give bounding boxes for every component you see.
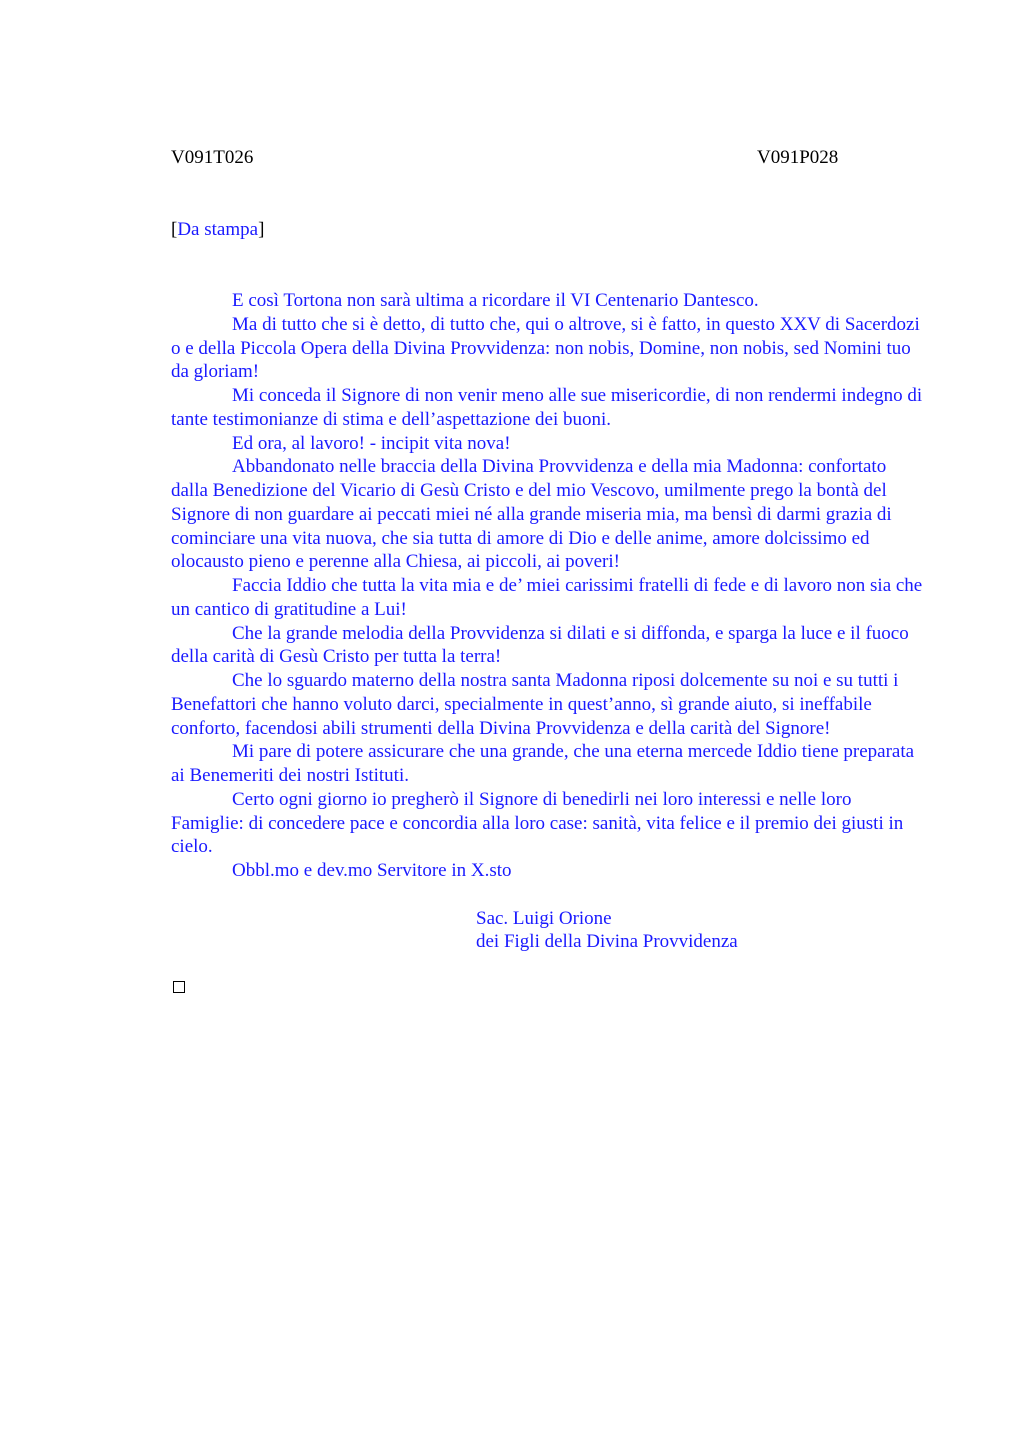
document-code-right: V091P028	[757, 147, 839, 168]
closing-salutation: Obbl.mo e dev.mo Servitore in X.sto	[232, 860, 512, 881]
source-note-close-bracket: ]	[258, 219, 265, 240]
source-note-open-bracket: [	[171, 219, 178, 240]
paragraph: Mi pare di potere assicurare che una grande, che una eterna mercede Iddio tiene preparata ai Benemeriti dei nostri Istituti.	[171, 741, 915, 786]
signature-block	[171, 907, 923, 955]
paragraph: E così Tortona non sarà ultima a ricordare il VI Centenario Dantesco.	[232, 290, 759, 311]
source-note-text: Da stampa	[177, 219, 259, 240]
paragraph: Ma di tutto che si è detto, di tutto che, qui o altrove, si è fatto, in questo XXV di Sacerdozi o e della Piccola Opera della Divina Provvidenza: non nobis, Domine, non nobis, sed Nomini tuo da gloriam!	[171, 313, 920, 383]
signature-title: dei Figli della Divina Provvidenza	[476, 931, 738, 953]
paragraph: Che la grande melodia della Provvidenza si dilati e si diffonda, e sparga la luce e il fuoco della carità di Gesù Cristo per tutta la terra!	[171, 622, 909, 668]
letter-body	[171, 289, 923, 954]
paragraph: Certo ogni giorno io pregherò il Signore di benedirli nei loro interessi e nelle loro Famiglie: di concedere pace e concordia alla loro case: sanità, vita felice e il premio dei giusti in cielo.	[171, 788, 904, 858]
source-note	[171, 218, 264, 242]
document-code-left: V091T026	[171, 147, 254, 168]
paragraph: Faccia Iddio che tutta la vita mia e de’ miei carissimi fratelli di fede e di lavoro non sia che un cantico di gratitudine a Lui!	[171, 575, 923, 620]
paragraph: Che lo sguardo materno della nostra santa Madonna riposi dolcemente su noi e su tutti i Benefattori che hanno voluto darci, specialmente in quest’anno, sì grande aiuto, si ineffabile conforto, facendosi abili strumenti della Divina Provvidenza e della carità del Signore!	[171, 670, 899, 739]
paragraph: Ed ora, al lavoro! - incipit vita nova!	[232, 432, 511, 454]
end-of-document-box	[173, 981, 185, 993]
signature-name: Sac. Luigi Orione	[476, 907, 612, 929]
paragraph: Abbandonato nelle braccia della Divina Provvidenza e della mia Madonna: confortato dalla Benedizione del Vicario di Gesù Cristo e del mio Vescovo, umilmente prego la bontà del Signore di non guardare ai peccati miei né alla grande miseria mia, ma bensì di darmi grazia di cominciare una vita nuova, che sia tutta di amore di Dio e delle anime, amore dolcissimo ed olocausto pieno e perenne alla Chiesa, ai piccoli, ai poveri!	[171, 456, 892, 573]
paragraph: Mi conceda il Signore di non venir meno alle sue misericordie, di non rendermi indegno di tante testimonianze di stima e dell’aspettazione dei buoni.	[171, 385, 923, 430]
